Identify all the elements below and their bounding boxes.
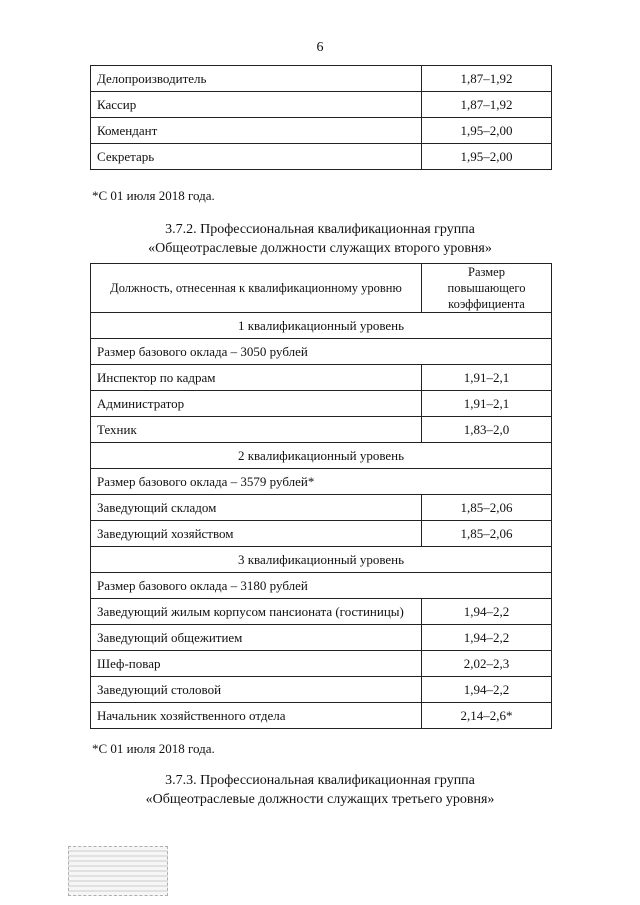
- coefficient-cell: 1,83–2,0: [422, 417, 552, 443]
- coefficient-cell: 1,95–2,00: [422, 118, 552, 144]
- coefficient-cell: 1,87–1,92: [422, 66, 552, 92]
- coefficient-cell: 2,14–2,6*: [422, 703, 552, 729]
- footnote: *С 01 июля 2018 года.: [92, 188, 215, 203]
- coefficient-cell: 1,91–2,1: [422, 391, 552, 417]
- heading-line: 3.7.3. Профессиональная квалификационная группа: [165, 773, 475, 788]
- faded-stamp: [68, 846, 168, 896]
- page-number: 6: [316, 40, 324, 55]
- base-salary: Размер базового оклада – 3579 рублей*: [91, 469, 552, 495]
- section-heading: [0, 220, 640, 258]
- coefficient-cell: 1,87–1,92: [422, 92, 552, 118]
- table-row: [91, 144, 552, 170]
- table-row: [91, 118, 552, 144]
- position-cell: Заведующий столовой: [91, 677, 422, 703]
- table-continuation: [90, 65, 552, 170]
- section-heading: [0, 771, 640, 809]
- coefficient-cell: 1,94–2,2: [422, 599, 552, 625]
- level-title: 2 квалификационный уровень: [91, 443, 552, 469]
- position-cell: Шеф-повар: [91, 651, 422, 677]
- table-row: [91, 495, 552, 521]
- coefficient-cell: 1,85–2,06: [422, 521, 552, 547]
- coefficient-cell: 1,94–2,2: [422, 625, 552, 651]
- heading-line: «Общеотраслевые должности служащих второго уровня»: [148, 241, 492, 256]
- position-cell: Заведующий жилым корпусом пансионата (гостиницы): [91, 599, 422, 625]
- position-cell: Кассир: [91, 92, 422, 118]
- position-cell: Техник: [91, 417, 422, 443]
- header-position: Должность, отнесенная к квалификационному уровню: [91, 264, 422, 313]
- base-salary: Размер базового оклада – 3050 рублей: [91, 339, 552, 365]
- salary-row: [91, 469, 552, 495]
- coefficient-cell: 1,95–2,00: [422, 144, 552, 170]
- level-title: 1 квалификационный уровень: [91, 313, 552, 339]
- coefficient-cell: 1,91–2,1: [422, 365, 552, 391]
- position-cell: Администратор: [91, 391, 422, 417]
- table-row: [91, 521, 552, 547]
- header-coefficient: Размер повышающего коэффициента: [422, 264, 552, 313]
- position-cell: Инспектор по кадрам: [91, 365, 422, 391]
- base-salary: Размер базового оклада – 3180 рублей: [91, 573, 552, 599]
- heading-line: 3.7.2. Профессиональная квалификационная группа: [165, 222, 475, 237]
- table-header-row: [91, 264, 552, 313]
- position-cell: Секретарь: [91, 144, 422, 170]
- coefficient-cell: 1,94–2,2: [422, 677, 552, 703]
- table-row: [91, 417, 552, 443]
- position-cell: Заведующий общежитием: [91, 625, 422, 651]
- table-row: [91, 391, 552, 417]
- footnote: *С 01 июля 2018 года.: [92, 741, 215, 756]
- table-row: [91, 625, 552, 651]
- position-cell: Заведующий хозяйством: [91, 521, 422, 547]
- table-row: [91, 66, 552, 92]
- qualification-table: [90, 263, 552, 729]
- table-row: [91, 677, 552, 703]
- table-row: [91, 651, 552, 677]
- table-row: [91, 599, 552, 625]
- position-cell: Начальник хозяйственного отдела: [91, 703, 422, 729]
- position-cell: Заведующий складом: [91, 495, 422, 521]
- table-row: [91, 365, 552, 391]
- coefficient-cell: 2,02–2,3: [422, 651, 552, 677]
- level-title: 3 квалификационный уровень: [91, 547, 552, 573]
- position-cell: Комендант: [91, 118, 422, 144]
- salary-row: [91, 573, 552, 599]
- table-row: [91, 703, 552, 729]
- coefficient-cell: 1,85–2,06: [422, 495, 552, 521]
- salary-row: [91, 339, 552, 365]
- level-row: [91, 547, 552, 573]
- position-cell: Делопроизводитель: [91, 66, 422, 92]
- heading-line: «Общеотраслевые должности служащих третьего уровня»: [145, 792, 495, 807]
- level-row: [91, 313, 552, 339]
- level-row: [91, 443, 552, 469]
- table-row: [91, 92, 552, 118]
